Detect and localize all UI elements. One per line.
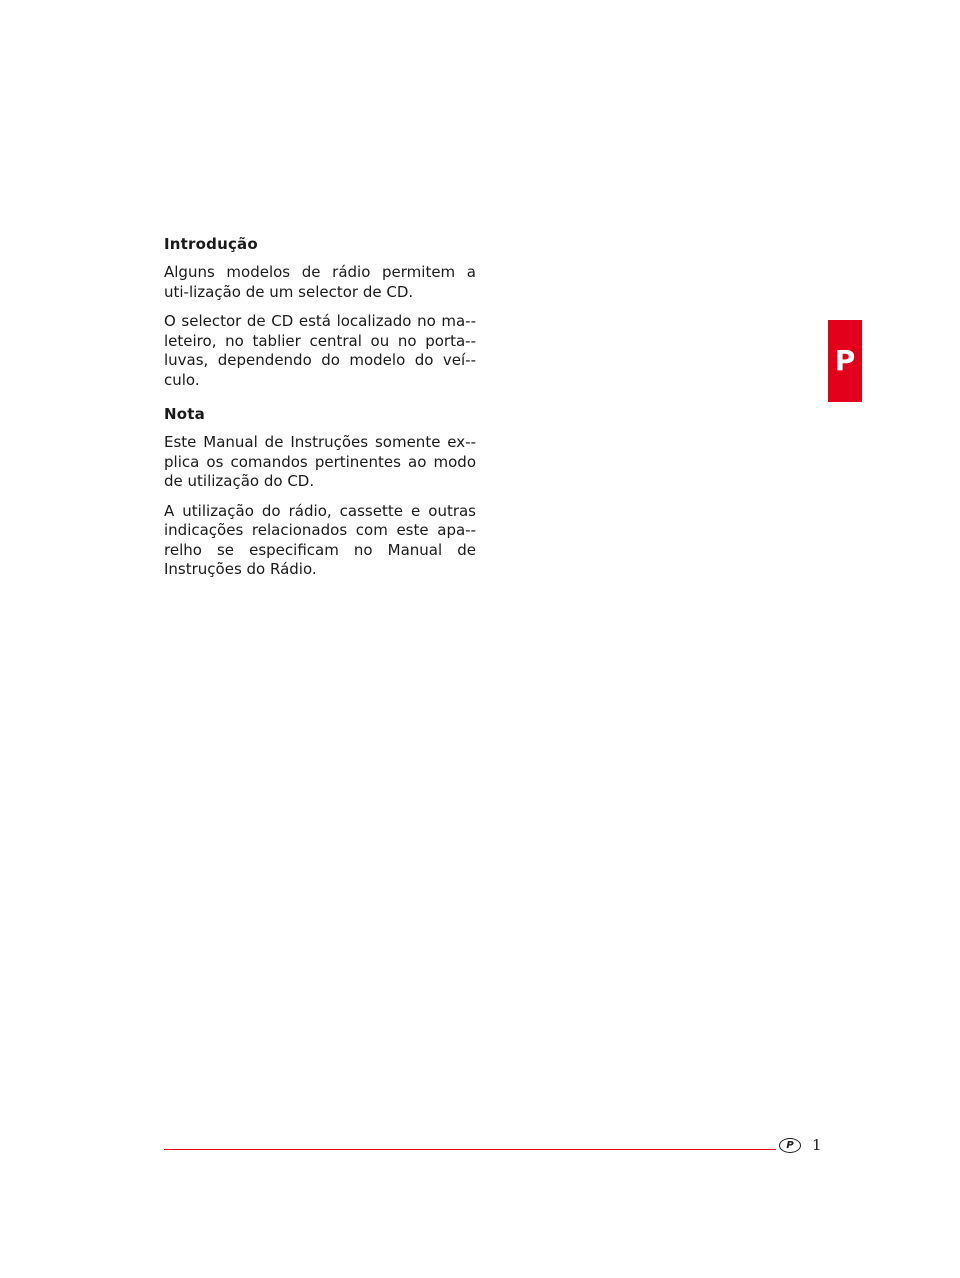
main-text-column bbox=[164, 234, 476, 590]
language-side-tab bbox=[828, 320, 862, 402]
paragraph: Alguns modelos de rádio permitem a uti-lização de um selector de CD. bbox=[164, 263, 476, 301]
section-heading-nota: Nota bbox=[164, 405, 205, 423]
country-badge-letter: P bbox=[786, 1139, 794, 1151]
side-tab-letter: P bbox=[834, 344, 856, 377]
paragraph: O selector de CD está localizado no ma-leteiro, no tablier central ou no porta-luvas, dependendo do modelo do veí-culo. bbox=[164, 312, 476, 389]
country-badge-icon bbox=[779, 1138, 801, 1153]
paragraph: A utilização do rádio, cassette e outras indicações relacionados com este apa-relho se especificam no Manual de Instruções do Rádio. bbox=[164, 501, 476, 578]
section-heading-introducao: Introdução bbox=[164, 235, 258, 253]
page-number: 1 bbox=[812, 1136, 822, 1154]
paragraph: Este Manual de Instruções somente ex-plica os comandos pertinentes ao modo de utilização do CD. bbox=[164, 433, 476, 490]
footer-rule bbox=[164, 1149, 776, 1150]
